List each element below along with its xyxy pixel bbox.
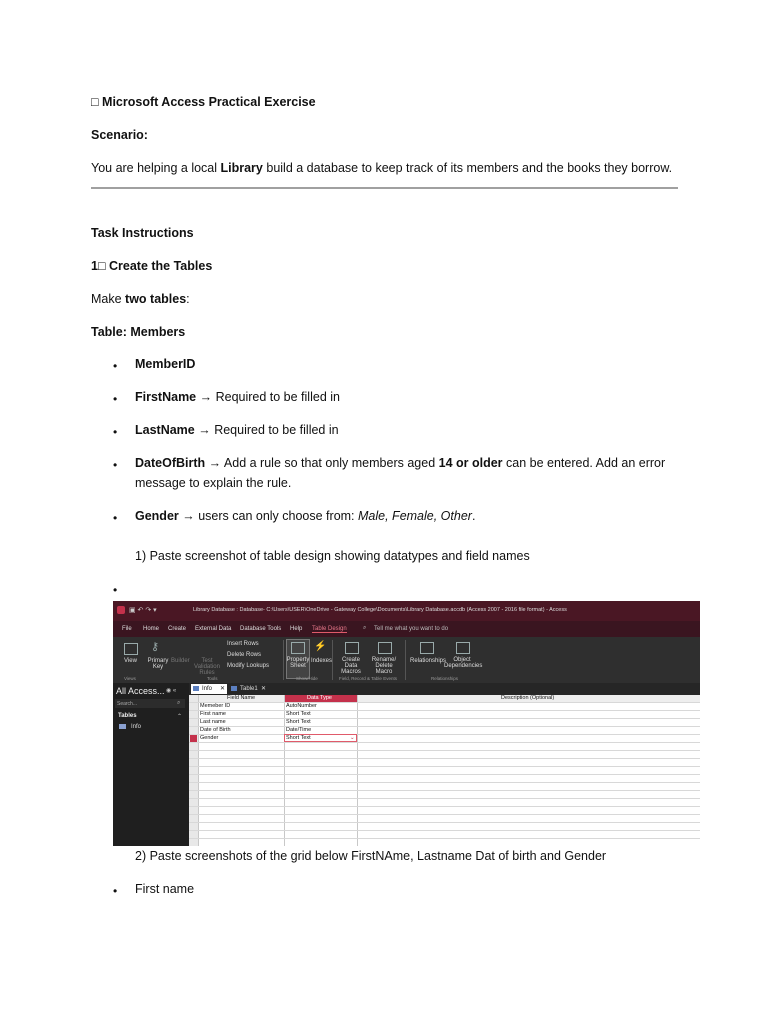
create-macros-icon — [345, 642, 359, 654]
scenario-text — [91, 161, 672, 175]
access-title-bar — [113, 601, 700, 621]
dob-pre: → Add a rule so that only members aged — [205, 456, 439, 470]
scenario-text-post: build a database to keep track of its members and the books they borrow. — [262, 161, 673, 175]
paste-instruction-1: 1) Paste screenshot of table design showing datatypes and field names — [135, 549, 530, 563]
grid-row-line — [189, 718, 700, 719]
dob-post: can be entered. Add an error — [502, 456, 666, 470]
grid-row-line — [189, 750, 700, 751]
access-ribbon — [113, 637, 700, 683]
nav-search-placeholder: Search... — [117, 701, 138, 707]
menu-file[interactable]: File — [122, 626, 132, 632]
tab-table1[interactable] — [229, 684, 269, 694]
rename-macro-icon — [378, 642, 392, 654]
insert-rows-button[interactable]: Insert Rows — [227, 641, 259, 647]
nav-section-tables[interactable]: Tables — [118, 713, 137, 719]
document-title — [91, 95, 316, 109]
indexes-icon: ⚡ — [314, 641, 327, 652]
table-design-grid — [189, 695, 700, 846]
nav-menu-icon[interactable]: ◉ « — [166, 688, 177, 694]
grid-row-line — [189, 830, 700, 831]
chevron-down-icon[interactable]: ⌄ — [350, 735, 355, 741]
menu-home[interactable]: Home — [143, 626, 160, 632]
grid-row-line — [189, 814, 700, 815]
tab-info-label: Info — [202, 686, 213, 692]
bullet-lastname — [135, 421, 339, 440]
make-tables-text — [91, 292, 190, 306]
grid-row-line — [189, 782, 700, 783]
tab-info[interactable] — [191, 684, 227, 694]
tab-table1-label: Table1 — [240, 686, 258, 692]
bullet-dot: • — [113, 359, 118, 373]
table-members-heading: Table: Members — [91, 325, 186, 339]
bullet-gender — [135, 507, 475, 526]
bullet-name: MemberID — [135, 357, 196, 371]
make-bold: two tables — [125, 292, 187, 306]
grid-row-line — [189, 774, 700, 775]
grid-row-line — [189, 710, 700, 711]
object-dependencies-icon — [456, 642, 470, 654]
scenario-heading: Scenario: — [91, 128, 148, 142]
grid-row-line — [189, 822, 700, 823]
scenario-text-pre: You are helping a local — [91, 161, 221, 175]
primary-key-button[interactable]: Primary Key — [147, 658, 169, 670]
search-icon: ⌕ — [363, 625, 367, 631]
data-type-cell[interactable]: Short Text — [286, 711, 311, 717]
scenario-text-bold: Library — [220, 161, 263, 175]
bullet-rest: → Required to be filled in — [194, 423, 339, 437]
delete-rows-button[interactable]: Delete Rows — [227, 652, 262, 658]
group-label-views: Views — [124, 676, 136, 681]
bullet-dot: • — [113, 884, 118, 898]
menu-table-design[interactable]: Table Design — [312, 626, 347, 632]
bullet-name: DateOfBirth — [135, 456, 206, 470]
grid-row-line — [189, 702, 700, 703]
primary-key-icon: ⚷ — [151, 641, 160, 653]
step1-heading — [91, 259, 212, 273]
grid-row-line — [189, 742, 700, 743]
bullet-name: LastName — [135, 423, 195, 437]
step1-number: 1 — [91, 259, 98, 273]
horizontal-rule — [91, 187, 678, 189]
field-name-cell[interactable]: First name — [200, 711, 226, 717]
header-description: Description (Optional) — [501, 695, 555, 701]
data-type-cell[interactable]: Short Text — [286, 735, 311, 741]
dob-bold: 14 or older — [438, 456, 503, 470]
relationships-button[interactable]: Relationships — [410, 658, 447, 664]
bullet-name: Gender — [135, 509, 179, 523]
field-name-cell[interactable]: Gender — [200, 735, 219, 741]
window-title: Library Database : Database- C:\Users\USER\OneDrive - Gateway College\Documents\Library Database.accdb (Access 2007 - 2016 file format) - Access — [193, 607, 567, 613]
group-label-tools: Tools — [207, 676, 218, 681]
field-name-cell[interactable]: Date of Birth — [200, 727, 231, 733]
make-pre: Make — [91, 292, 126, 306]
current-row-selector[interactable] — [190, 735, 197, 742]
property-sheet-icon — [291, 642, 305, 654]
group-label-relationships: Relationships — [431, 676, 459, 681]
header-data-type: Data Type — [307, 695, 332, 701]
bullet-dot: • — [113, 458, 118, 472]
bullet-firstname — [135, 388, 340, 407]
grid-row-line — [189, 758, 700, 759]
close-icon[interactable]: ✕ — [220, 686, 226, 692]
bullet-dot: • — [113, 583, 118, 597]
view-button[interactable]: View — [124, 658, 137, 664]
grid-row-line — [189, 734, 700, 735]
gender-options: Male, Female, Other — [358, 509, 472, 523]
menu-external-data[interactable]: External Data — [195, 626, 232, 632]
close-icon[interactable]: ✕ — [261, 686, 267, 692]
bullet-dot: • — [113, 511, 118, 525]
step1-label: Create the Tables — [105, 259, 213, 273]
bullet-first-name: First name — [135, 882, 195, 896]
document-tabs — [189, 683, 700, 695]
title-text: Microsoft Access Practical Exercise — [102, 95, 316, 109]
field-name-cell[interactable]: Memeber ID — [200, 703, 231, 709]
nav-title[interactable]: All Access... — [116, 686, 165, 696]
view-icon — [124, 643, 138, 655]
tell-me-box[interactable]: Tell me what you want to do — [374, 626, 449, 632]
grid-row-line — [189, 766, 700, 767]
indexes-button[interactable]: Indexes — [311, 658, 333, 664]
menu-database-tools[interactable]: Database Tools — [240, 626, 282, 632]
table-icon — [119, 724, 126, 729]
data-type-cell[interactable]: Date/Time — [286, 727, 312, 733]
gender-post: . — [471, 509, 476, 523]
paste-instruction-2: 2) Paste screenshots of the grid below FirstNAme, Lastname Dat of birth and Gender — [135, 849, 607, 863]
property-sheet-button[interactable]: Property Sheet — [286, 657, 310, 669]
grid-row-line — [189, 798, 700, 799]
step1-box-icon: □ — [97, 259, 106, 273]
access-logo-icon — [117, 606, 125, 614]
modify-lookups-button[interactable]: Modify Lookups — [227, 663, 270, 669]
navigation-pane — [113, 683, 189, 846]
task-heading: Task Instructions — [91, 226, 194, 240]
grid-row-line — [189, 838, 700, 839]
builder-button[interactable]: Builder — [171, 658, 190, 664]
bullet-rest: → Required to be filled in — [196, 390, 340, 404]
grid-row-line — [189, 790, 700, 791]
bullet-dot: • — [113, 392, 118, 406]
object-dependencies-button[interactable]: Object Dependencies — [444, 657, 483, 669]
nav-search-icon: ⌕ — [177, 700, 181, 706]
access-table-design-screenshot — [113, 601, 700, 846]
bullet-dateofbirth — [135, 454, 665, 473]
relationships-icon — [420, 642, 434, 654]
group-label-events: Field, Record & Table Events — [339, 676, 397, 681]
chevron-up-icon[interactable]: ⌃ — [177, 714, 183, 720]
bullet-name: FirstName — [135, 390, 197, 404]
data-type-cell[interactable]: Short Text — [286, 719, 311, 725]
grid-row-line — [189, 726, 700, 727]
data-type-cell[interactable]: AutoNumber — [286, 703, 317, 709]
grid-header-row — [198, 695, 700, 702]
menu-create[interactable]: Create — [168, 626, 187, 632]
menu-help[interactable]: Help — [290, 626, 303, 632]
quick-access-icons: ▣ ↶ ↷ ▾ — [129, 607, 157, 614]
table-icon — [193, 686, 199, 691]
header-field-name: Field Name — [227, 695, 256, 701]
bullet-dot: • — [113, 425, 118, 439]
bullet-memberid — [135, 355, 195, 374]
create-data-macros-button[interactable]: Create Data Macros — [341, 657, 361, 675]
table-icon — [231, 686, 237, 691]
make-post: : — [186, 292, 190, 306]
nav-item-info[interactable]: Info — [131, 724, 142, 730]
rename-delete-macro-button[interactable]: Rename/ Delete Macro — [371, 657, 397, 675]
test-validation-button[interactable]: Test Validation Rules — [194, 658, 220, 676]
grid-row-line — [189, 806, 700, 807]
ribbon-separator — [332, 640, 333, 680]
title-box-icon: □ — [91, 95, 99, 109]
group-label-show-hide: Show/Hide — [296, 676, 318, 681]
dob-line2: message to explain the rule. — [135, 476, 292, 490]
ribbon-separator — [283, 640, 284, 680]
field-name-cell[interactable]: Last name — [200, 719, 226, 725]
ribbon-separator — [405, 640, 406, 680]
gender-pre: → users can only choose from: — [178, 509, 359, 523]
access-menu-bar — [113, 621, 700, 637]
